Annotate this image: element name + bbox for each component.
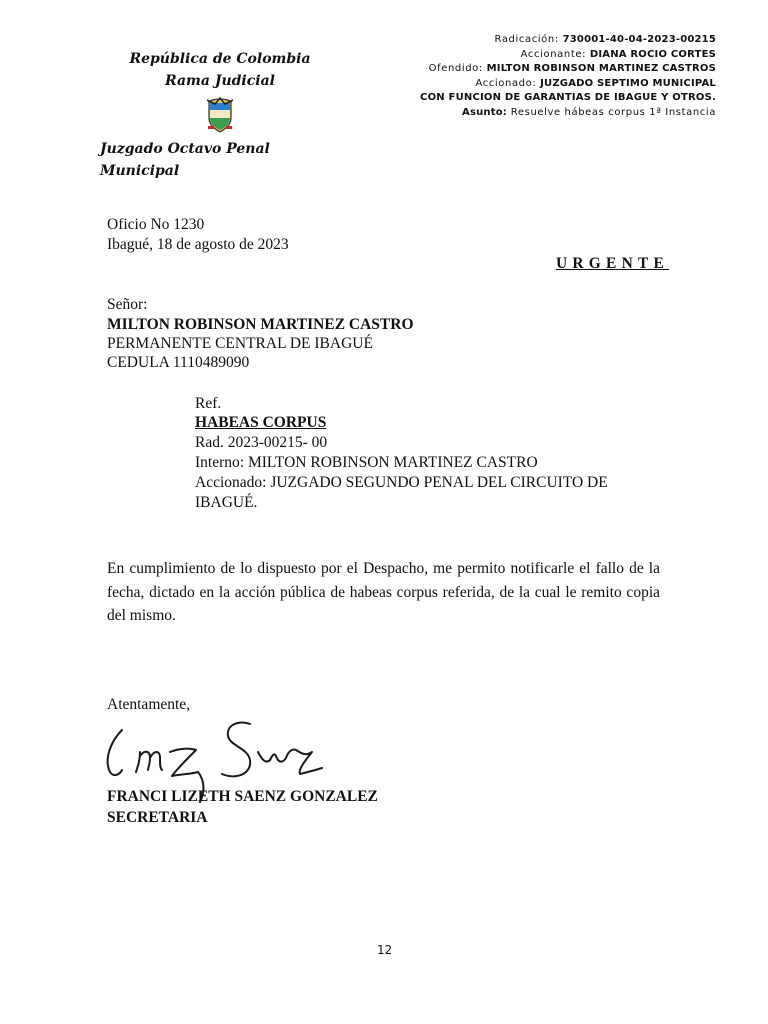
meta-accionante: Accionante: DIANA ROCIO CORTES	[520, 48, 716, 60]
header-branch: Rama Judicial	[165, 73, 275, 89]
body-paragraph: En cumplimiento de lo dispuesto por el Despacho, me permito notificarle el fallo de la fecha, dictado en la acción pública de habeas corpus referida, de la cual le remito copia del mismo.	[107, 560, 660, 624]
meta-ofendido: Ofendido: MILTON ROBINSON MARTINEZ CASTROS	[428, 63, 716, 74]
oficio-number: Oficio No 1230	[107, 216, 205, 233]
court-name: Juzgado Octavo Penal Municipal	[100, 141, 270, 179]
urgent-label: URGENTE	[556, 255, 670, 272]
ref-accionado: Accionado: JUZGADO SEGUNDO PENAL DEL CIRCUITO DE	[195, 474, 608, 491]
court-header	[100, 48, 340, 182]
meta-accionado-cont: CON FUNCION DE GARANTIAS DE IBAGUE Y OTROS.	[420, 92, 716, 103]
recipient-place: PERMANENTE CENTRAL DE IBAGUÉ	[107, 335, 373, 352]
recipient-name: MILTON ROBINSON MARTINEZ CASTRO	[107, 316, 414, 333]
header-country: República de Colombia	[129, 51, 311, 67]
signer-name: FRANCI LIZETH SAENZ GONZALEZ	[107, 788, 378, 805]
ref-label: Ref.	[195, 395, 222, 412]
signer-role: SECRETARIA	[107, 809, 208, 826]
ref-title: HABEAS CORPUS	[195, 414, 327, 431]
letter-date: Ibagué, 18 de agosto de 2023	[107, 236, 289, 253]
closing: Atentamente,	[107, 696, 191, 713]
page-number: 12	[377, 943, 393, 957]
ref-interno: Interno: MILTON ROBINSON MARTINEZ CASTRO	[195, 454, 538, 471]
recipient-id: CEDULA 1110489090	[107, 354, 250, 371]
meta-asunto: Asunto: Resuelve hábeas corpus 1ª Instancia	[462, 106, 716, 118]
colombia-coat-of-arms-icon	[205, 96, 235, 134]
ref-accionado-cont: IBAGUÉ.	[195, 494, 258, 511]
ref-rad: Rad. 2023-00215- 00	[195, 434, 328, 451]
case-metadata	[386, 33, 716, 120]
salutation: Señor:	[107, 296, 148, 313]
meta-radicacion: Radicación: 730001-40-04-2023-00215	[494, 34, 716, 45]
meta-accionado: Accionado: JUZGADO SEPTIMO MUNICIPAL	[475, 77, 716, 89]
